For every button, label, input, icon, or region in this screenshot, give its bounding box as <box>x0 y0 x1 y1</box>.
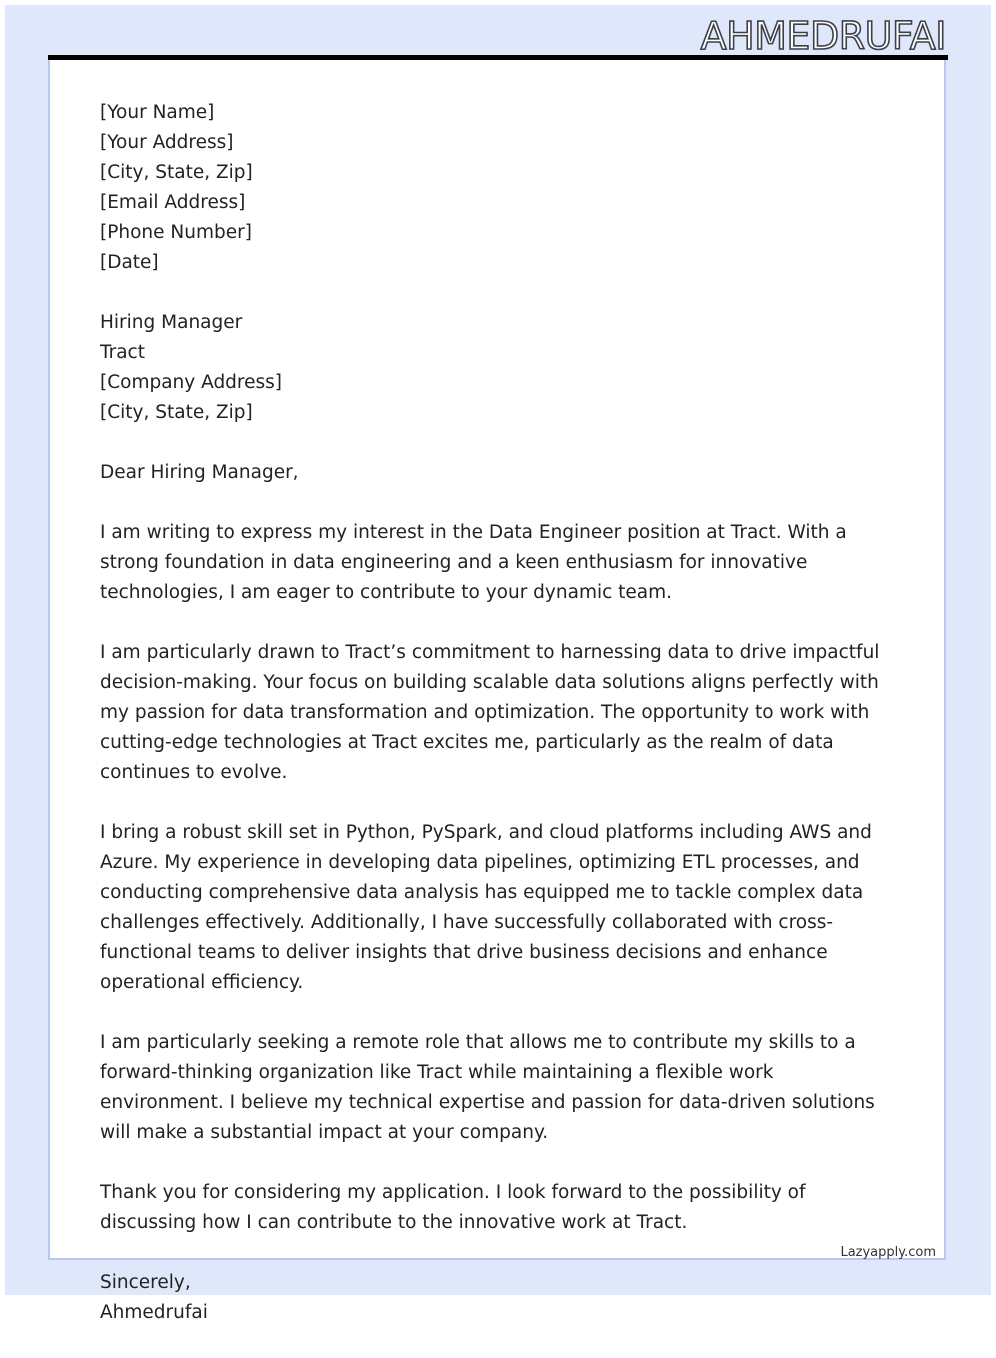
sender-block <box>100 98 900 278</box>
recipient-company: Tract <box>100 342 145 363</box>
footer-watermark: Lazyapply.com <box>840 1245 936 1260</box>
letter-date: [Date] <box>100 252 159 273</box>
closing: Sincerely, <box>100 1272 191 1293</box>
recipient-address: [Company Address] <box>100 372 283 393</box>
paragraph-remote: I am particularly seeking a remote role that allows me to contribute my skills to a forward-thinking organization like Tract while maintaining a flexible work environment. I believe my technical expertise and passion for data-driven solutions will make a substantial impact at your company. <box>100 1032 875 1143</box>
sender-email: [Email Address] <box>100 192 246 213</box>
paragraph-intro: I am writing to express my interest in the Data Engineer position at Tract. With a strong foundation in data engineering and a keen enthusiasm for innovative technologies, I am eager to contribute to your dynamic team. <box>100 522 847 603</box>
salutation: Dear Hiring Manager, <box>100 462 299 483</box>
sender-city: [City, State, Zip] <box>100 162 253 183</box>
closing-block <box>100 1268 900 1328</box>
paragraph-motivation: I am particularly drawn to Tract’s commitment to harnessing data to drive impactful decision-making. Your focus on building scalable data solutions aligns perfectly with my passion for data transformation and optimization. The opportunity to work with cutting-edge technologies at Tract excites me, particularly as the realm of data continues to evolve. <box>100 642 880 783</box>
cover-letter-body <box>100 98 900 1358</box>
sender-address: [Your Address] <box>100 132 234 153</box>
sender-name: [Your Name] <box>100 102 215 123</box>
brand-name: AHMEDRUFAI <box>700 14 946 58</box>
recipient-city: [City, State, Zip] <box>100 402 253 423</box>
signature: Ahmedrufai <box>100 1302 208 1323</box>
paragraph-skills: I bring a robust skill set in Python, PySpark, and cloud platforms including AWS and Azure. My experience in developing data pipelines, optimizing ETL processes, and conducting comprehensive data analysis has equipped me to tackle complex data challenges effectively. Additionally, I have successfully collaborated with cross-functional teams to deliver insights that drive business decisions and enhance operational efficiency. <box>100 822 872 993</box>
sender-phone: [Phone Number] <box>100 222 252 243</box>
paragraph-thanks: Thank you for considering my application. I look forward to the possibility of discussing how I can contribute to the innovative work at Tract. <box>100 1182 806 1233</box>
recipient-block <box>100 308 900 428</box>
recipient-title: Hiring Manager <box>100 312 243 333</box>
